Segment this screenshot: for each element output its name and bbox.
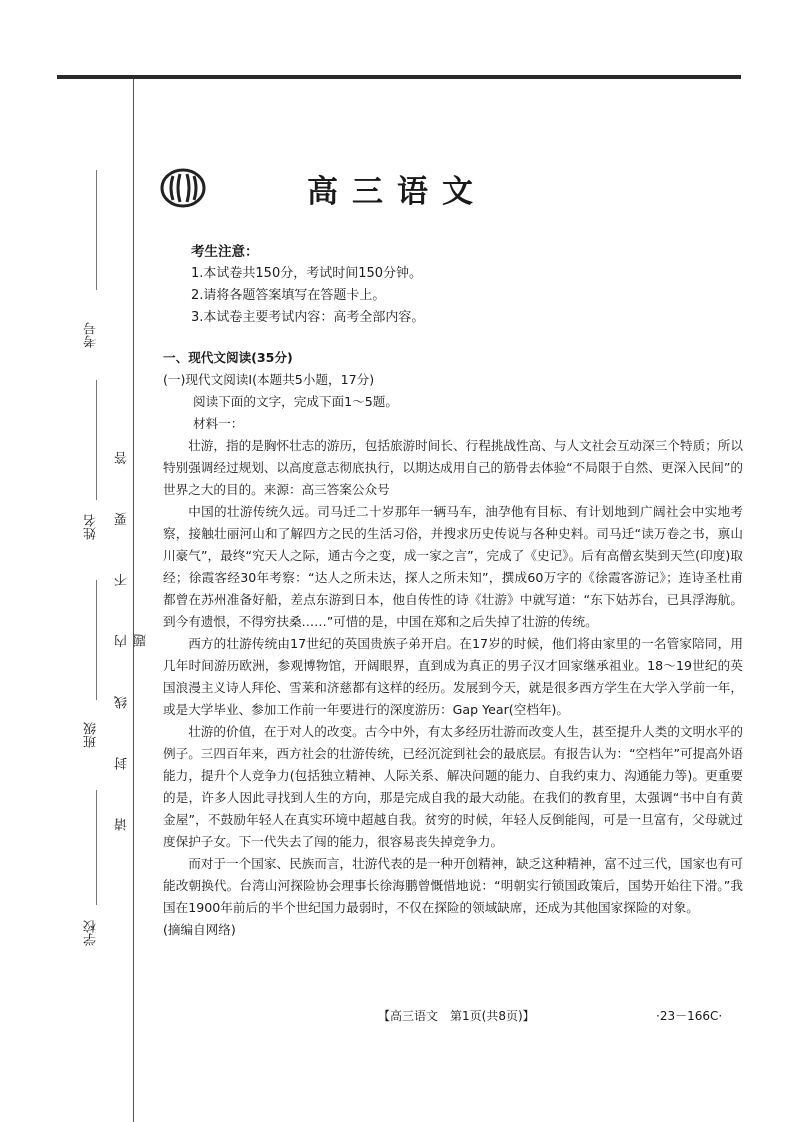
notice-item: 2.请将各题答案填写在答题卡上。 <box>191 288 386 303</box>
page-title: 高三语文 <box>307 174 487 210</box>
margin-field-exam-number: 考号 <box>84 322 99 348</box>
margin-field-name: 姓名 <box>84 514 99 540</box>
reading-section <box>163 347 743 941</box>
paragraph: 壮游的价值，在于对人的改变。古今中外，有太多经历壮游而改变人生，甚至提升人类的文明水平的例子。三四百年来，西方社会的壮游传统，已经沉淀到社会的最底层。有报告认为：“空档年”可提高外语能力，提升个人竞争力(包括独立精神、人际关系、解决问题的能力、自我约束力、沟通能力等)。更重要的是，许多人因此寻找到人生的方向，那是完成自我的最大动能。在我们的教育里，太强调“书中自有黄金屋”，不鼓励年轻人在真实环境中超越自我。贫穷的时候，年轻人反倒能闯，可是一旦富有，父母就过度保护子女。下一代失去了闯的能力，很容易丧失掉竞争力。 <box>163 724 743 849</box>
paragraph: 壮游，指的是胸怀壮志的游历，包括旅游时间长、行程挑战性高、与人文社会互动深三个特质；所以特别强调经过规划、以高度意志彻底执行，以期达成用自己的筋骨去体验“不局限于自然、更深入民间”的世界之大的目的。来源：高三答案公众号 <box>163 438 743 497</box>
notice-title: 考生注意： <box>191 244 259 260</box>
paragraph: 中国的壮游传统久远。司马迁二十岁那年一辆马车，油孕他有目标、有计划地到广阔社会中实地考察，接触壮丽河山和了解四方之民的生活习俗，并搜求历史传说与各种史料。司马迁“读万卷之书，禀山川豪气”，最终“究天人之际，通古今之变，成一家之言”，完成了《史记》。后有高僧玄奘到天竺(印度)取经；徐霞客经30年考察：“达人之所未达，探人之所未知”，撰成60万字的《徐霞客游记》；连诗圣杜甫都曾在苏州准备好船，差点东游到日本，他自传性的诗《壮游》中就写道：“东下姑苏台，已具浮海航。到今有遗恨，不得穷扶桑……”可惜的是，中国在郑和之后失掉了壮游的传统。 <box>163 504 743 629</box>
source-note: (摘编自网络) <box>163 922 236 937</box>
name-line <box>96 380 97 500</box>
page-number: 【高三语文 第1页(共8页)】 <box>378 1009 535 1023</box>
school-line <box>96 790 97 905</box>
class-line <box>96 580 97 700</box>
seal-line-notice: 请 封 线 内 不 要 答 题 <box>115 429 149 831</box>
paragraph: 而对于一个国家、民族而言，壮游代表的是一种开创精神，缺乏这种精神，富不过三代，国家也有可能改朝换代。台湾山河探险协会理事长徐海鹏曾慨惜地说：“明朝实行锁国政策后，国势开始往下滑。”我国在1900年前后的半个世纪国力最弱时，不仅在探险的领域缺席，还成为其他国家探险的对象。 <box>163 856 743 915</box>
material-label: 材料一： <box>193 416 244 431</box>
exam-code: ·23－166C· <box>656 1009 723 1023</box>
exam-notice <box>191 241 424 329</box>
notice-item: 1.本试卷共150分，考试时间150分钟。 <box>191 266 423 281</box>
section-heading: 一、现代文阅读(35分) <box>163 350 293 365</box>
subsection-heading: (一)现代文阅读Ⅰ(本题共5小题，17分) <box>163 372 375 387</box>
notice-item: 3.本试卷主要考试内容：高考全部内容。 <box>191 310 425 325</box>
margin-field-school: 学校 <box>84 920 99 946</box>
paragraph: 西方的壮游传统由17世纪的英国贵族子弟开启。在17岁的时候，他们将由家里的一名管家陪同，用几年时间游历欧洲，参观博物馆，开阔眼界，直到成为真正的男子汉才回家继承祖业。18～19世纪的英国浪漫主义诗人拜伦、雪莱和济慈都有这样的经历。发展到今天，就是很多西方学生在大学入学前一年，或是大学毕业、参加工作前一年要进行的深度游历：Gap Year(空档年)。 <box>163 636 743 717</box>
margin-field-class: 班级 <box>84 722 99 748</box>
header-rule <box>57 75 741 79</box>
instruction: 阅读下面的文字，完成下面1～5题。 <box>193 394 398 409</box>
